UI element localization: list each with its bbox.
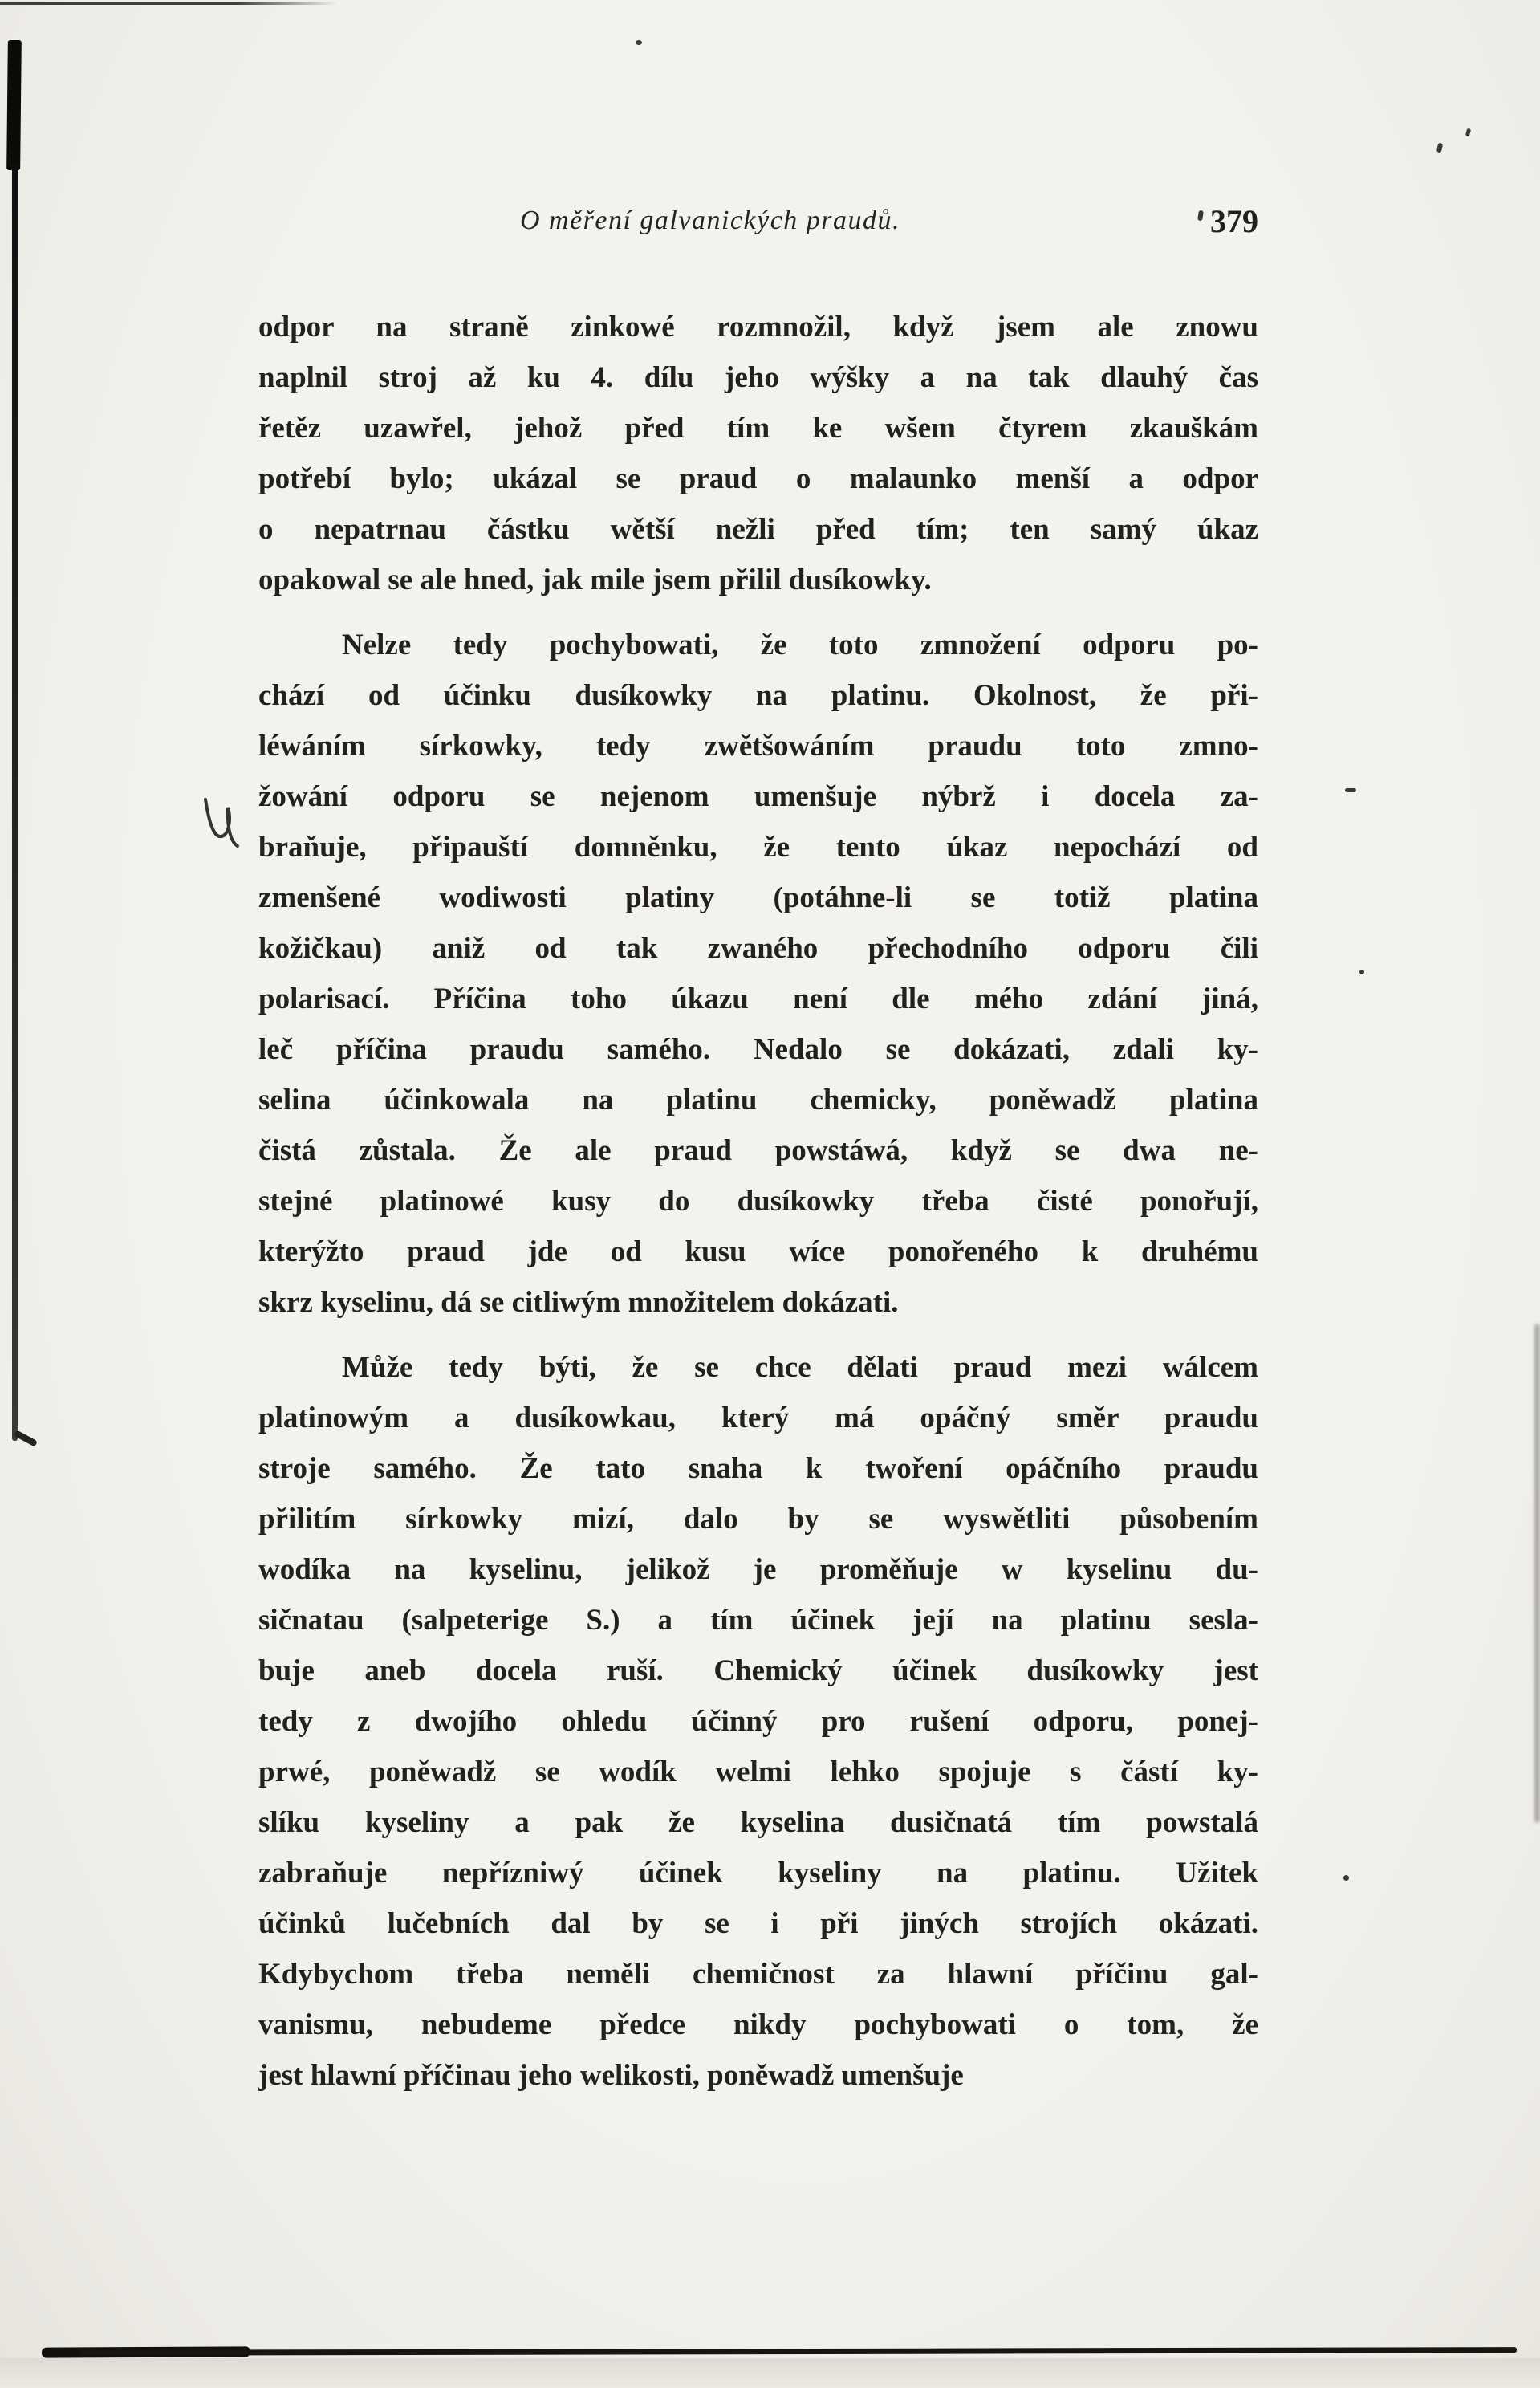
scan-speck <box>1359 970 1364 974</box>
text-line: buje aneb docela ruší. Chemický účinek dusíkowky jest <box>258 1654 1258 1687</box>
text-line: Kdybychom třeba neměli chemičnost za hlawní příčinu gal- <box>258 1958 1258 1991</box>
scan-bottom-smudge <box>0 2358 1540 2388</box>
text-line: přilitím sírkowky mizí, dalo by se wyswětliti působením <box>258 1503 1258 1536</box>
text-line: kterýžto praud jde od kusu wíce ponořeného k druhému <box>258 1235 1258 1268</box>
text-line: selina účinkowala na platinu chemicky, poněwadž platina <box>258 1084 1258 1117</box>
scan-left-edge-hook <box>14 1430 38 1446</box>
text-line: kožičkau) aniž od tak zwaného přechodního odporu čili <box>258 932 1258 965</box>
scan-speck <box>1345 788 1356 792</box>
page-number: 379 <box>1210 203 1258 239</box>
text-line: stroje samého. Že tato snaha k twoření opáčního praudu <box>258 1452 1258 1485</box>
scan-speck <box>636 40 642 45</box>
paragraph <box>258 1342 1258 2101</box>
text-line: účinků lučebních dal by se i při jiných strojích okázati. <box>258 1907 1258 1940</box>
text-line: Může tedy býti, že se chce dělati praud mezi wálcem <box>342 1351 1258 1384</box>
text-line: čistá zůstala. Že ale praud powstáwá, když se dwa ne- <box>258 1134 1258 1167</box>
text-line: skrz kyselinu, dá se citliwým množitelem dokázati. <box>258 1286 899 1319</box>
text-line: leč příčina praudu samého. Nedalo se dokázati, zdali ky- <box>258 1033 1258 1066</box>
scan-left-edge-bar <box>6 40 22 170</box>
text-line: potřebí bylo; ukázal se praud o malaunko menší a odpor <box>258 462 1258 495</box>
text-line: vanismu, nebudeme předce nikdy pochybowati o tom, že <box>258 2008 1258 2041</box>
text-line: prwé, poněwadž se wodík welmi lehko spojuje s částí ky- <box>258 1755 1258 1788</box>
scan-speck <box>1436 143 1443 153</box>
text-line: zmenšené wodiwosti platiny (potáhne-li se totiž platina <box>258 881 1258 914</box>
text-line: stejné platinowé kusy do dusíkowky třeba čisté ponořují, <box>258 1185 1258 1218</box>
running-title: O měření galvanických praudů. <box>519 205 901 235</box>
page-header <box>258 205 1258 246</box>
scan-bottom-line <box>80 2347 1517 2356</box>
text-block <box>258 302 1258 2101</box>
scan-speck <box>1465 128 1471 137</box>
text-line: braňuje, připauští domněnku, že tento úkaz nepochází od <box>258 831 1258 864</box>
text-line: zabraňuje nepřízniwý účinek kyseliny na platinu. Užitek <box>258 1857 1258 1890</box>
paragraph <box>258 302 1258 605</box>
text-line: wodíka na kyselinu, jelikož je proměňuje w kyselinu du- <box>258 1553 1258 1586</box>
text-line: platinowým a dusíkowkau, který má opáčný směr praudu <box>258 1401 1258 1434</box>
scan-left-edge-line <box>12 165 18 1441</box>
scan-top-edge-line <box>0 2 337 5</box>
scan-speck <box>1343 1875 1349 1881</box>
page-content <box>258 205 1258 2101</box>
text-line: tedy z dwojího ohledu účinný pro rušení odporu, ponej- <box>258 1705 1258 1738</box>
paragraph <box>258 620 1258 1328</box>
text-line: slíku kyseliny a pak že kyselina dusičnatá tím powstalá <box>258 1806 1258 1839</box>
text-line: opakowal se ale hned, jak mile jsem přilil dusíkowky. <box>258 563 932 596</box>
handwritten-margin-mark <box>201 796 242 849</box>
text-line: polarisací. Příčina toho úkazu není dle mého zdání jiná, <box>258 982 1258 1015</box>
text-line: o nepatrnau částku wětší nežli před tím; ten samý úkaz <box>258 513 1258 546</box>
text-line: Nelze tedy pochybowati, že toto zmnožení odporu po- <box>342 629 1258 661</box>
scan-right-edge-streak <box>1534 1324 1540 1822</box>
text-line: chází od účinku dusíkowky na platinu. Okolnost, že při- <box>258 679 1258 712</box>
text-line: řetěz uzawřel, jehož před tím ke wšem čtyrem zkauškám <box>258 412 1258 445</box>
text-line: naplnil stroj až ku 4. dílu jeho wýšky a na tak dlauhý čas <box>258 361 1258 394</box>
text-line: sičnatau (salpeterige S.) a tím účinek její na platinu sesla- <box>258 1604 1258 1637</box>
text-line: odpor na straně zinkowé rozmnožil, když jsem ale znowu <box>258 311 1258 344</box>
text-line: jest hlawní příčinau jeho welikosti, poněwadž umenšuje <box>258 2059 964 2092</box>
text-line: léwáním sírkowky, tedy zwětšowáním praudu toto zmno- <box>258 730 1258 763</box>
scan-bottom-blob <box>42 2346 250 2357</box>
text-line: žowání odporu se nejenom umenšuje nýbrž i docela za- <box>258 780 1258 813</box>
